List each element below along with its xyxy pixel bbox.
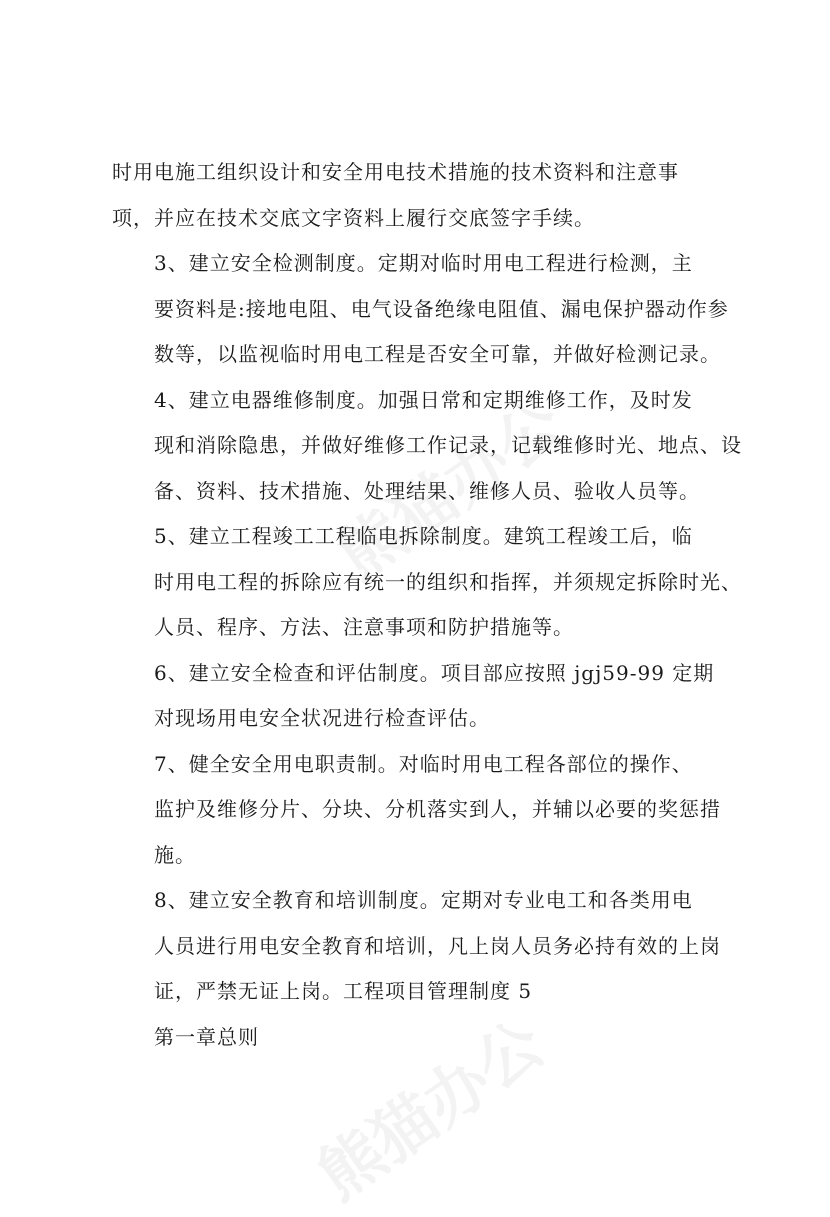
text-line: 证，严禁无证上岗。工程项目管理制度 5 — [154, 979, 533, 1003]
text-line: 数等，以监视临时用电工程是否安全可靠，并做好检测记录。 — [154, 342, 721, 366]
paragraph-item-6 — [112, 651, 722, 742]
paragraph-intro-continuation — [112, 150, 722, 241]
text-line: 8、建立安全教育和培训制度。定期对专业电工和各类用电 — [154, 888, 693, 912]
text-line: 现和消除隐患，并做好维修工作记录，记载维修时光、地点、设 — [154, 433, 742, 457]
text-line: 3、建立安全检测制度。定期对临时用电工程进行检测，主 — [154, 251, 693, 275]
text-line: 对现场用电安全状况进行检查评估。 — [154, 706, 490, 730]
text-line: 要资料是:接地电阻、电气设备绝缘电阻值、漏电保护器动作参 — [154, 296, 729, 321]
text-line: 4、建立电器维修制度。加强日常和定期维修工作，及时发 — [154, 387, 693, 412]
text-line: 5、建立工程竣工工程临电拆除制度。建筑工程竣工后，临 — [154, 524, 693, 548]
text-line: 第一章总则 — [154, 1024, 259, 1049]
text-line: 人员、程序、方法、注意事项和防护措施等。 — [154, 615, 574, 639]
paragraph-item-7 — [112, 742, 722, 879]
text-line: 备、资料、技术措施、处理结果、维修人员、验收人员等。 — [154, 478, 700, 503]
paragraph-item-4 — [112, 378, 742, 515]
paragraph-item-3 — [112, 241, 729, 378]
text-line: 施。 — [154, 842, 196, 867]
text-line: 监护及维修分片、分块、分机落实到人，并辅以必要的奖惩措 — [154, 797, 721, 821]
paragraph-item-8 — [112, 878, 722, 1015]
chapter-heading — [112, 1015, 722, 1061]
text-line: 人员进行用电安全教育和培训，凡上岗人员务必持有效的上岗 — [154, 933, 721, 958]
text-line: 时用电施工组织设计和安全用电技术措施的技术资料和注意事 — [112, 160, 679, 184]
text-line: 项，并应在技术交底文字资料上履行交底签字手续。 — [112, 205, 595, 230]
paragraph-item-5 — [112, 514, 742, 651]
text-line: 7、健全安全用电职责制。对临时用电工程各部位的操作、 — [154, 751, 693, 776]
document-body — [112, 150, 742, 1060]
text-line: 6、建立安全检查和评估制度。项目部应按照 jgj59-99 定期 — [154, 660, 715, 685]
text-line: 时用电工程的拆除应有统一的组织和指挥，并须规定拆除时光、 — [154, 569, 742, 594]
